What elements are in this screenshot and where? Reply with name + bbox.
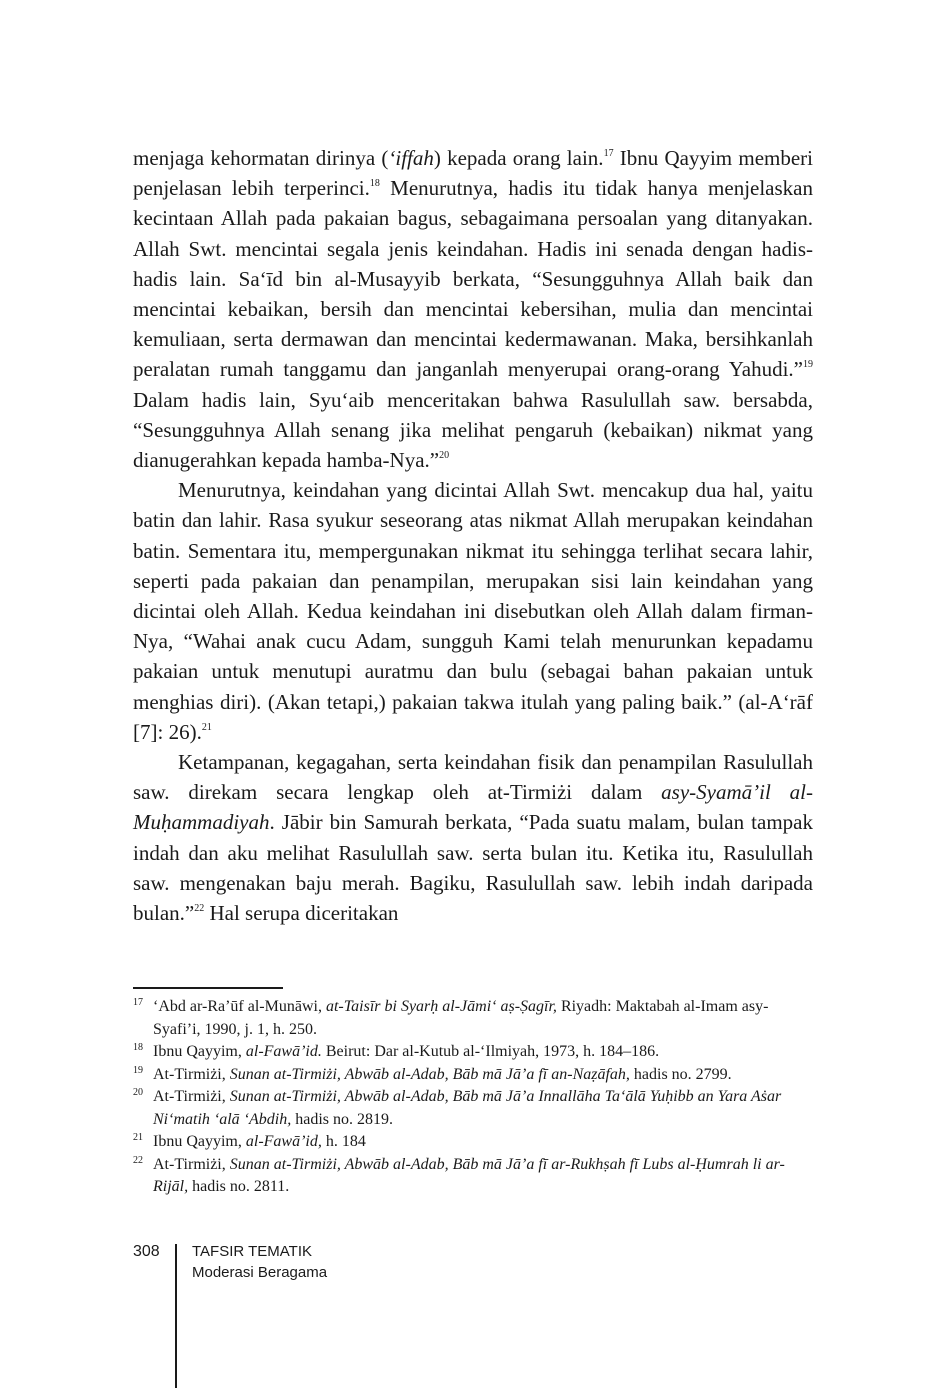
footnote-text: Riyadh: Maktabah al-Imam asy-Syafi’i, 1990, j. 1, h. 250. — [153, 998, 769, 1038]
running-subtitle: Moderasi Beragama — [192, 1264, 328, 1281]
footnote-21 — [133, 1131, 813, 1154]
footnote-text: hadis no. 2819. — [291, 1110, 393, 1128]
text-run: Menurutnya, hadis itu tidak hanya menjelaskan kecintaan Allah pada pakaian bagus, sebagaimana persoalan yang ditanyakan. Allah Swt. mencintai segala jenis keindahan. Hadis ini senada dengan hadis-hadis lain. Sa‘īd bin al-Musayyib berkata, “Sesungguhnya Allah baik dan mencintai kebaikan, bersih dan mencintai kebersihan, mulia dan mencintai kemuliaan, serta dermawan dan mencintai kedermawanan. Maka, bersihkanlah peralatan rumah tanggamu dan janganlah menyerupai orang-orang Yahudi.” — [133, 176, 813, 382]
footnote-text: Ibnu Qayyim, — [153, 1133, 246, 1150]
footnote-number: 21 — [133, 1132, 143, 1143]
footnote-text: At-Tirmiżi, — [153, 1088, 230, 1105]
paragraph-3 — [133, 747, 813, 928]
paragraph-1 — [133, 143, 813, 475]
footnote-ref-17[interactable]: 17 — [603, 148, 614, 159]
footer-divider — [175, 1244, 177, 1388]
footnote-text: Beirut: Dar al-Kutub al-‘Ilmiyah, 1973, h. 184–186. — [321, 1043, 660, 1060]
footnote-text: Ibnu Qayyim, — [153, 1043, 246, 1060]
footnote-ref-21[interactable]: 21 — [201, 721, 212, 733]
footnote-number: 20 — [133, 1087, 143, 1098]
body-text — [133, 143, 813, 928]
footnote-ref-18[interactable]: 18 — [369, 178, 380, 190]
footnote-italic: al-Fawā’id, — [245, 1133, 322, 1150]
footnote-italic: al-Fawā’id. — [245, 1043, 322, 1060]
footnote-19 — [133, 1064, 813, 1087]
paragraph-2 — [133, 475, 813, 747]
text-run: menjaga kehormatan dirinya ( — [133, 146, 389, 170]
footnote-text: At-Tirmiżi, — [153, 1155, 230, 1173]
footnote-17 — [133, 996, 813, 1041]
footnote-ref-20[interactable]: 20 — [439, 450, 450, 462]
footnote-italic: Sunan at-Tirmiżi, Abwāb al-Adab, Bāb mā Jā’a fī ar-Rukhṣah fī Lubs al-Ḥumrah li ar-Rijāl, — [153, 1155, 785, 1195]
footnote-separator — [133, 987, 283, 989]
page-number: 308 — [133, 1243, 160, 1260]
footnote-italic: at-Taisīr bi Syarḥ al-Jāmi‘ aṣ-Ṣagīr, — [325, 998, 557, 1015]
footnote-22 — [133, 1154, 813, 1199]
footnote-text: At-Tirmiżi, — [153, 1065, 230, 1083]
text-run: ) kepada orang lain. — [433, 146, 604, 170]
italic-title: asy-Syamā’il al-Muḥammadiyah — [133, 780, 813, 835]
footnote-20 — [133, 1086, 813, 1131]
footnote-text: hadis no. 2811. — [188, 1178, 290, 1195]
footnote-number: 18 — [133, 1042, 143, 1053]
footnotes — [133, 996, 813, 1199]
footnote-ref-19[interactable]: 19 — [803, 359, 813, 371]
footnote-text: h. 184 — [321, 1133, 366, 1150]
running-title: TAFSIR TEMATIK — [192, 1243, 313, 1260]
text-run: Ketampanan, kegagahan, serta keindahan fisik dan penampilan Rasulullah saw. direkam secara lengkap oleh at-Tirmiżi dalam — [133, 750, 813, 805]
footnote-number: 22 — [133, 1154, 143, 1166]
footnote-italic: Sunan at-Tirmiżi, Abwāb al-Adab, Bāb mā Jā’a Innallāha Ta‘ālā Yuḥibb an Yara Aṡar Ni‘matih ‘alā ‘Abdih, — [153, 1088, 782, 1128]
footnote-18 — [133, 1041, 813, 1064]
text-run: Hal serupa diceritakan — [204, 901, 399, 926]
text-run: Ibnu Qayyim memberi penjelasan lebih terperinci. — [133, 146, 814, 201]
footnote-ref-22[interactable]: 22 — [194, 903, 205, 915]
text-run: Menurutnya, keindahan yang dicintai Allah Swt. mencakup dua hal, yaitu batin dan lahir. Rasa syukur seseorang atas nikmat Allah merupakan keindahan batin. Sementara itu, mempergunakan nikmat itu sehingga terlihat secara lahir, seperti pada pakaian dan penampilan, merupakan sisi lain keindahan yang dicintai oleh Allah. Kedua keindahan ini disebutkan oleh Allah dalam firman-Nya, “Wahai anak cucu Adam, sungguh Kami telah menurunkan kepadamu pakaian untuk menutupi auratmu dan bulu (sebagai bahan pakaian untuk menghias diri). (Akan tetapi,) pakaian takwa itulah yang paling baik.” (al-A‘rāf [7]: 26). — [133, 478, 813, 744]
text-run: Dalam hadis lain, Syu‘aib menceritakan bahwa Rasulullah saw. bersabda, “Sesungguhnya Allah senang jika melihat pengaruh (kebaikan) nikmat yang dianugerahkan kepada hamba-Nya.” — [133, 387, 813, 473]
footnote-text: ‘Abd ar-Ra’ūf al-Munāwi, — [153, 998, 326, 1015]
text-run: . Jābir bin Samurah berkata, “Pada suatu malam, bulan tampak indah dan aku melihat Rasulullah saw. serta bulan itu. Ketika itu, Rasulullah saw. mengenakan baju merah. Bagiku, Rasulullah saw. lebih indah daripada bulan.” — [133, 810, 813, 926]
italic-term: ‘iffah — [388, 146, 434, 170]
footnote-number: 19 — [133, 1064, 143, 1076]
footnote-text: hadis no. 2799. — [629, 1065, 732, 1083]
footnote-number: 17 — [133, 997, 143, 1008]
footnote-italic: Sunan at-Tirmiżi, Abwāb al-Adab, Bāb mā Jā’a fī an-Naẓāfah, — [229, 1065, 630, 1083]
